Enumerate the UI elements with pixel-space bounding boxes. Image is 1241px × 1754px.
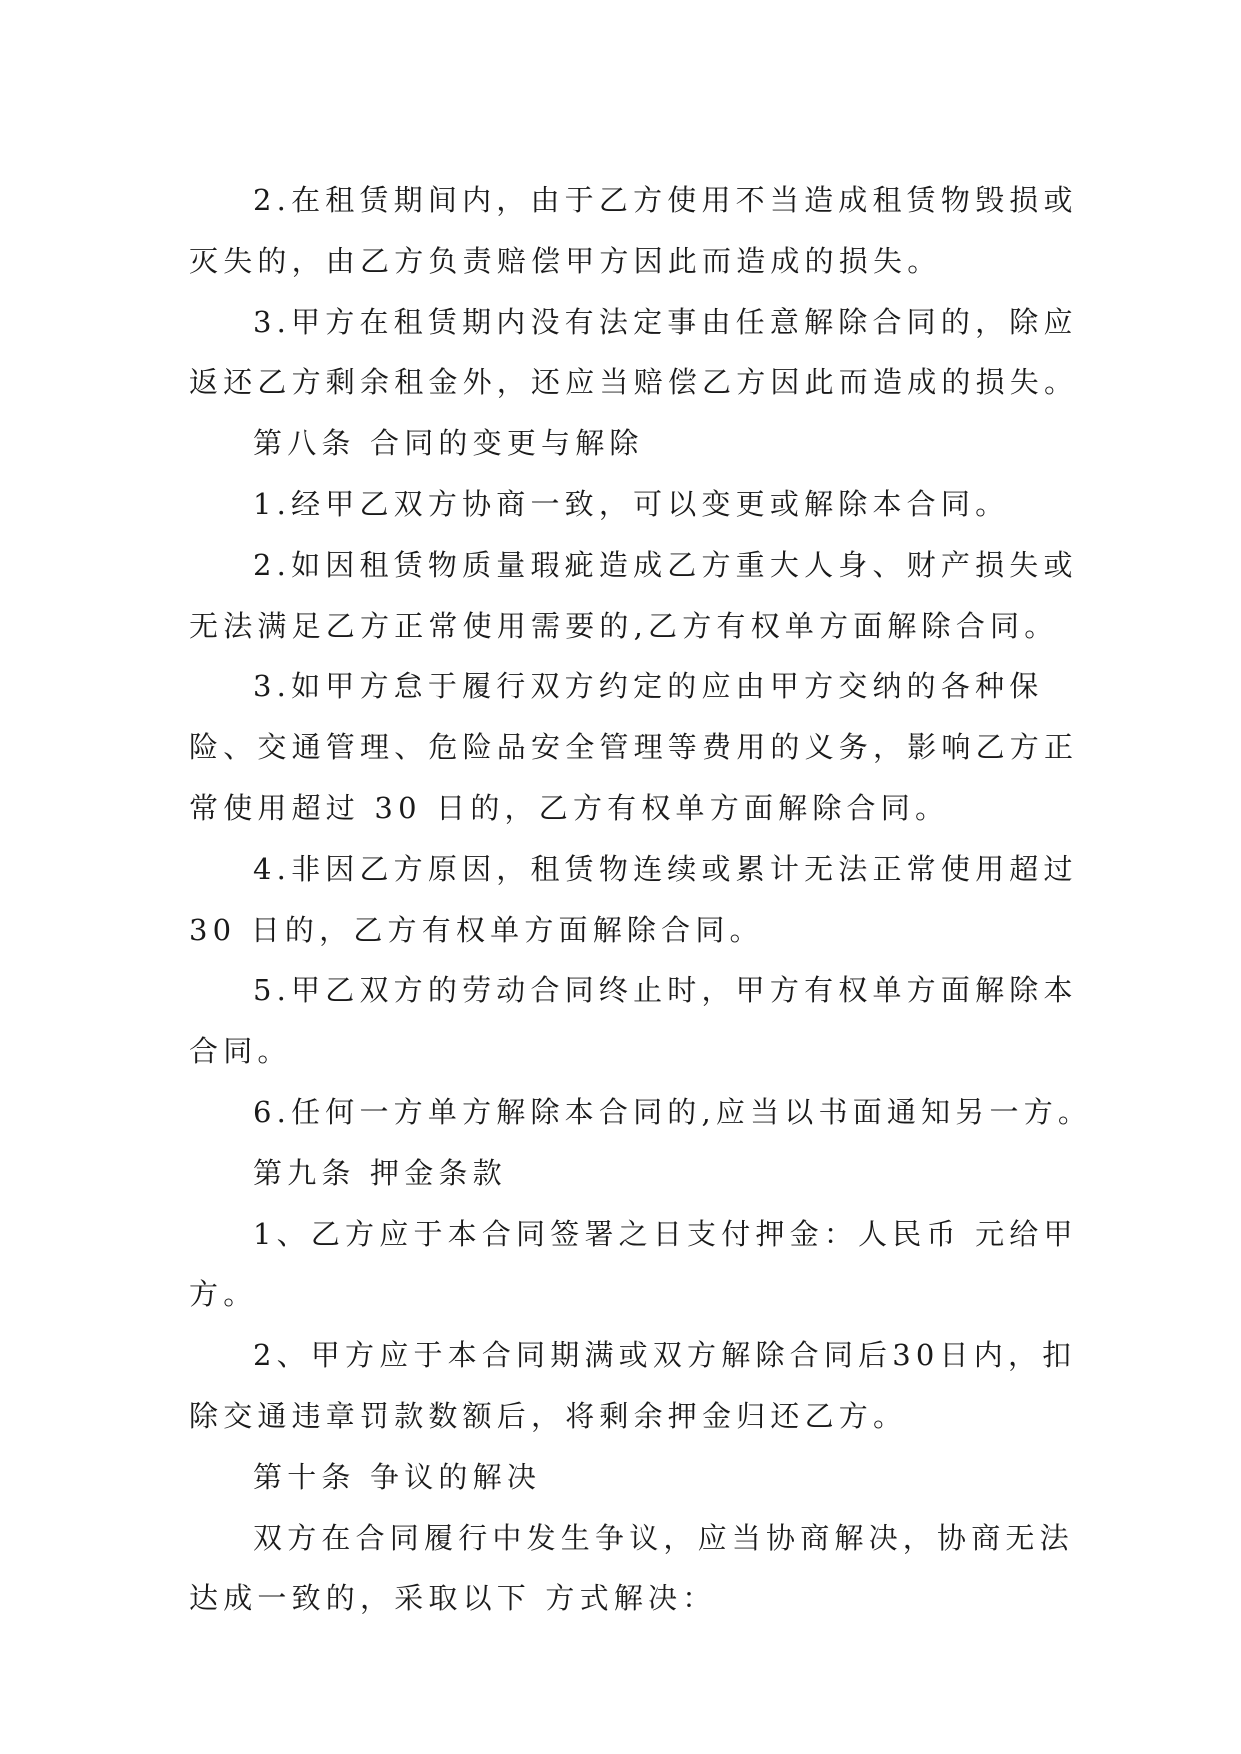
text-line: 4.非因乙方原因，租赁物连续或累计无法正常使用超过 (253, 851, 1078, 886)
text-line: 1、乙方应于本合同签署之日支付押金：人民币 元给甲 (253, 1216, 1078, 1251)
text-line: 常使用超过 30 日的，乙方有权单方面解除合同。 (189, 790, 950, 825)
text-line: 2.如因租赁物质量瑕疵造成乙方重大人身、财产损失或 (253, 547, 1078, 582)
text-line: 1.经甲乙双方协商一致，可以变更或解除本合同。 (253, 486, 1010, 521)
text-line: 双方在合同履行中发生争议，应当协商解决，协商无法 (253, 1520, 1074, 1555)
section-heading: 第十条 争议的解决 (253, 1459, 542, 1494)
text-line: 除交通违章罚款数额后，将剩余押金归还乙方。 (189, 1398, 908, 1433)
text-line: 灭失的，由乙方负责赔偿甲方因此而造成的损失。 (189, 243, 942, 278)
text-line: 6.任何一方单方解除本合同的,应当以书面通知另一方。 (253, 1094, 1093, 1129)
section-heading: 第九条 押金条款 (253, 1155, 507, 1190)
text-line: 5.甲乙双方的劳动合同终止时，甲方有权单方面解除本 (253, 973, 1078, 1008)
text-line: 达成一致的，采取以下 方式解决： (189, 1581, 717, 1616)
text-line: 合同。 (189, 1034, 292, 1069)
text-line: 3.甲方在租赁期内没有法定事由任意解除合同的，除应 (253, 304, 1078, 339)
text-line: 3.如甲方怠于履行双方约定的应由甲方交纳的各种保 (253, 669, 1044, 704)
section-heading: 第八条 合同的变更与解除 (253, 426, 644, 461)
text-line: 无法满足乙方正常使用需要的,乙方有权单方面解除合同。 (189, 608, 1059, 643)
document-body (189, 170, 1093, 1629)
text-line: 2.在租赁期间内，由于乙方使用不当造成租赁物毁损或 (253, 183, 1078, 217)
text-line: 险、交通管理、危险品安全管理等费用的义务，影响乙方正 (189, 730, 1079, 765)
text-line: 返还乙方剩余租金外，还应当赔偿乙方因此而造成的损失。 (189, 365, 1079, 400)
text-line: 2、甲方应于本合同期满或双方解除合同后30日内，扣 (253, 1338, 1077, 1373)
text-line: 方。 (189, 1277, 258, 1312)
text-line: 30 日的，乙方有权单方面解除合同。 (189, 912, 764, 947)
